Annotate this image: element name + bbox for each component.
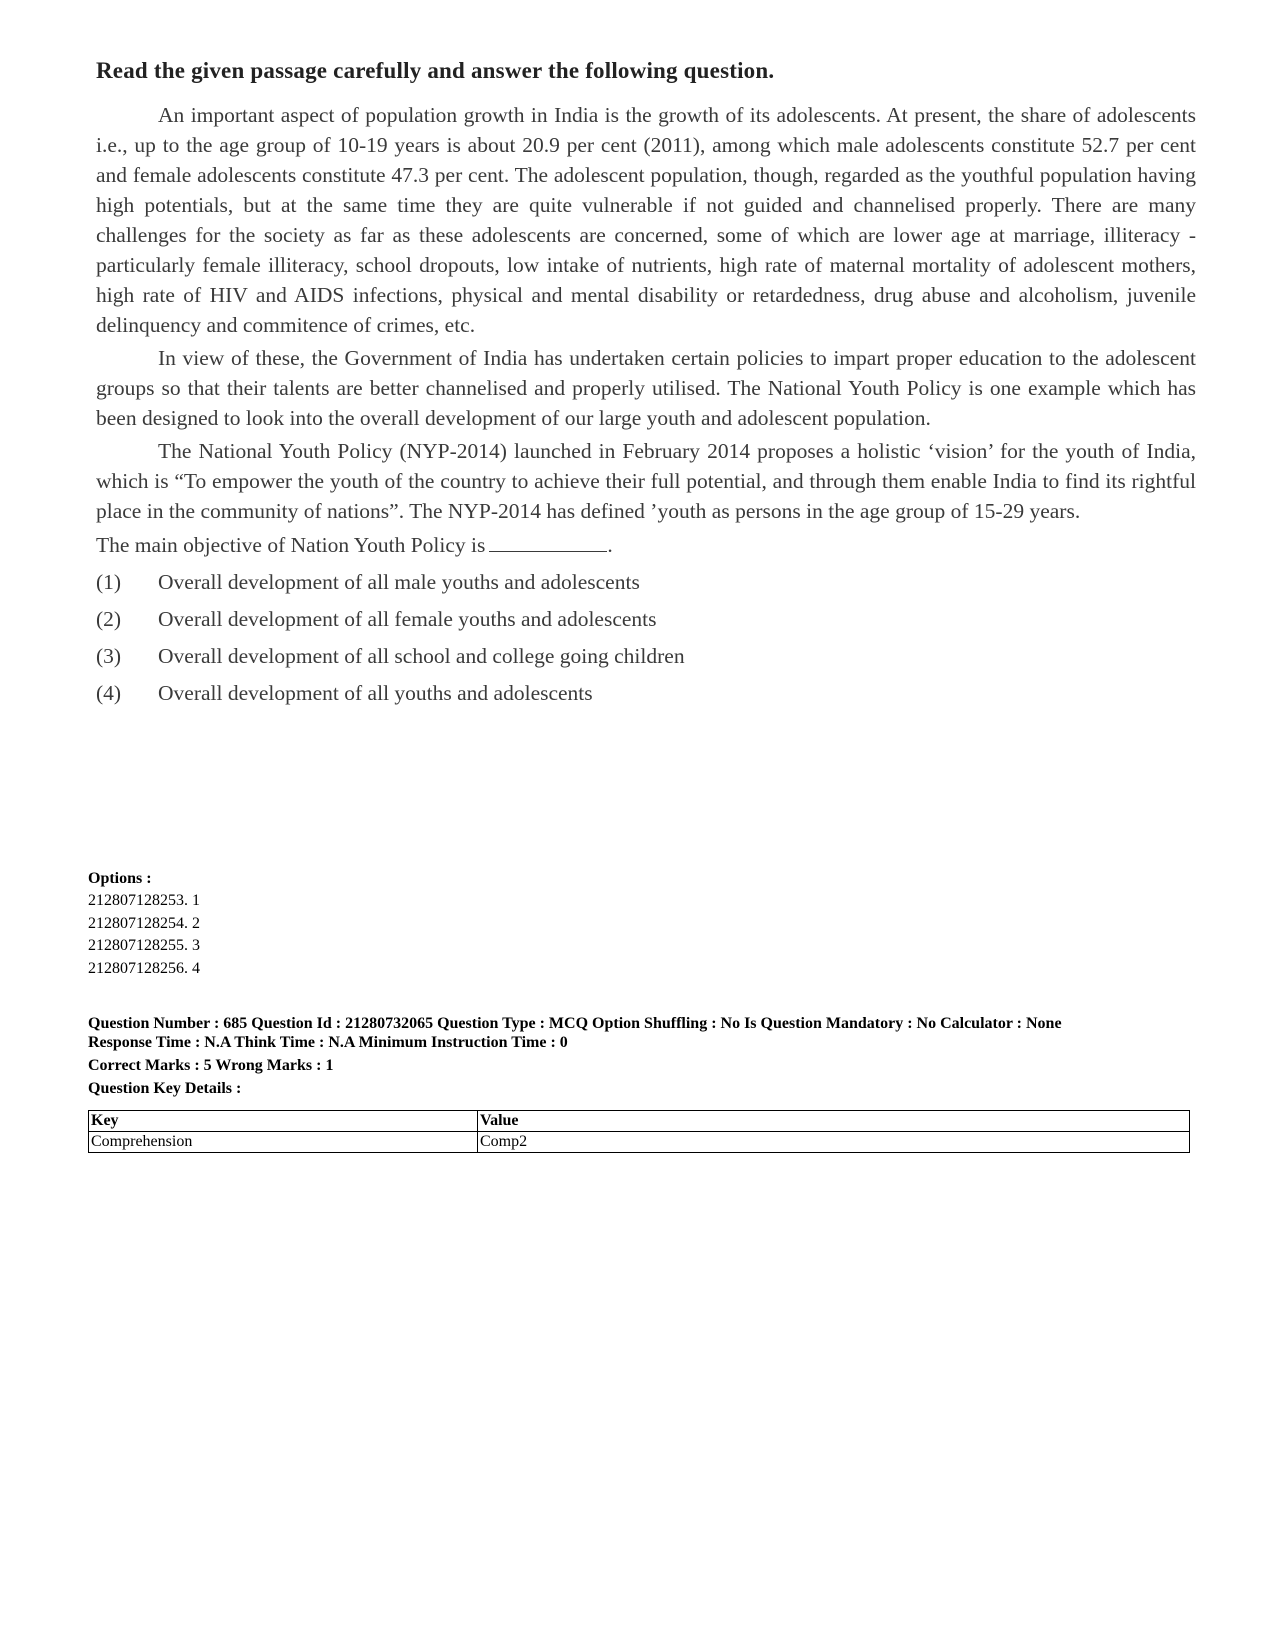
column-header: Key xyxy=(89,1111,478,1132)
choice-number: (2) xyxy=(96,607,122,631)
key-details-label: Question Key Details : xyxy=(88,1080,242,1097)
question-info-line: Question Number : 685 Question Id : 21280732065 Question Type : MCQ Option Shuffling : No Is Question Mandatory : No Calculator : None xyxy=(88,1015,1062,1032)
passage-paragraph: In view of these, the Government of India has undertaken certain policies to impart proper education to the adolescent groups so that their talents are better channelised and properly utilised. The National Youth Policy is one example which has been designed to look into the overall development of our large youth and adolescent population. xyxy=(96,346,1196,430)
choice-item xyxy=(96,675,1196,712)
option-item: 212807128256. 4 xyxy=(88,959,200,977)
choice-number: (1) xyxy=(96,570,122,594)
question-text: The main objective of Nation Youth Policy is xyxy=(96,533,486,557)
question-stem xyxy=(96,530,1196,560)
choice-number: (3) xyxy=(96,644,122,668)
choice-text: Overall development of all male youths and adolescents xyxy=(158,570,640,594)
passage-image xyxy=(96,58,1196,712)
choice-number: (4) xyxy=(96,681,122,705)
table-cell: Comprehension xyxy=(89,1132,478,1153)
choice-item xyxy=(96,564,1196,601)
choice-item xyxy=(96,601,1196,638)
option-item: 212807128255. 3 xyxy=(88,937,200,954)
option-item: 212807128253. 1 xyxy=(88,892,200,909)
column-header: Value xyxy=(478,1111,1190,1132)
table-header-row xyxy=(89,1111,1190,1132)
options-list xyxy=(88,868,200,980)
passage-heading: Read the given passage carefully and answer the following question. xyxy=(96,58,775,83)
choice-text: Overall development of all school and college going children xyxy=(158,644,685,668)
option-item: 212807128254. 2 xyxy=(88,914,200,932)
question-timing-line: Response Time : N.A Think Time : N.A Minimum Instruction Time : 0 xyxy=(88,1034,568,1051)
question-end: . xyxy=(607,533,613,557)
choice-item xyxy=(96,638,1196,675)
table-row xyxy=(89,1132,1190,1153)
key-details-table xyxy=(88,1110,1190,1153)
marks-line: Correct Marks : 5 Wrong Marks : 1 xyxy=(88,1057,334,1074)
table-cell: Comp2 xyxy=(478,1132,1190,1153)
passage-paragraph: An important aspect of population growth in India is the growth of its adolescents. At present, the share of adolescents i.e., up to the age group of 10-19 years is about 20.9 per cent (2011), among which male adolescents constitute 52.7 per cent and female adolescents constitute 47.3 per cent. The adolescent population, though, regarded as the youthful population having high potentials, but at the same time they are quite vulnerable if not guided and channelised properly. There are many challenges for the society as far as these adolescents are concerned, some of which are lower age at marriage, illiteracy - particularly female illiteracy, school dropouts, low intake of nutrients, high rate of maternal mortality of adolescent mothers, high rate of HIV and AIDS infections, physical and mental disability or retardedness, drug abuse and alcoholism, juvenile delinquency and commitence of crimes, etc. xyxy=(96,103,1196,337)
question-info xyxy=(88,1014,1188,1098)
options-label: Options : xyxy=(88,870,152,887)
passage-paragraph: The National Youth Policy (NYP-2014) launched in February 2014 proposes a holistic ‘vision’ for the youth of India, which is “To empower the youth of the country to achieve their full potential, and through them enable India to find its rightful place in the community of nations”. The NYP-2014 has defined ’youth as persons in the age group of 15-29 years. xyxy=(96,439,1196,523)
choice-text: Overall development of all youths and adolescents xyxy=(158,681,593,705)
choice-text: Overall development of all female youths and adolescents xyxy=(158,607,657,631)
answer-blank xyxy=(489,551,607,552)
